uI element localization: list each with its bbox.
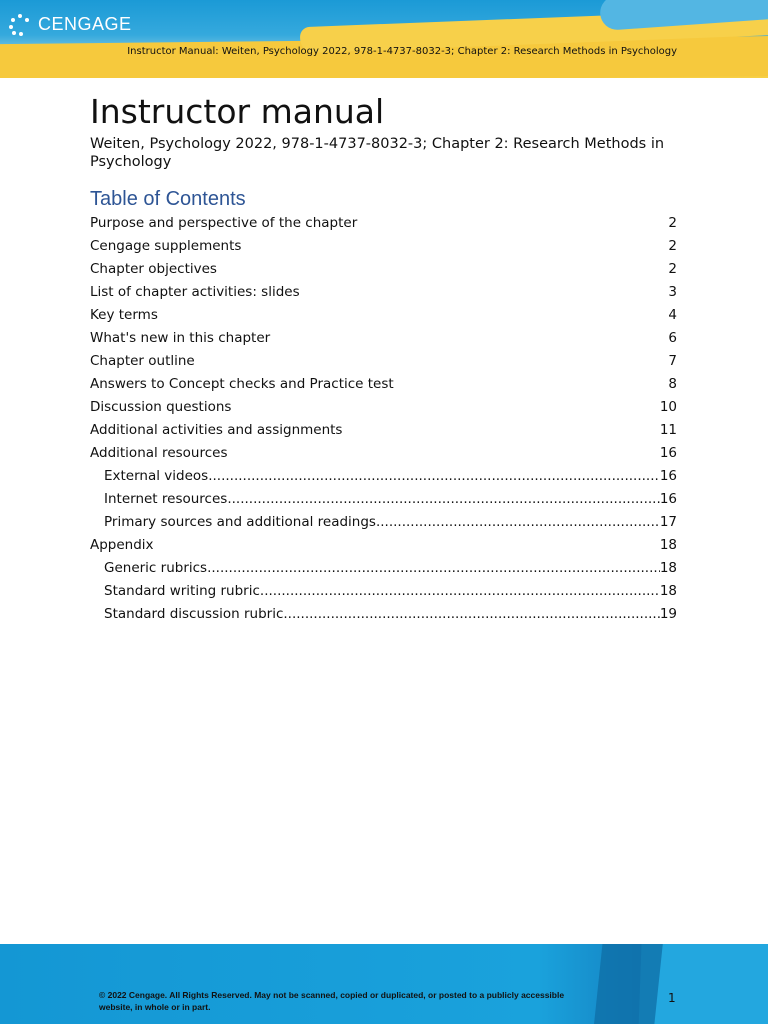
toc-entry-label: Chapter objectives: [90, 261, 217, 277]
toc-dot-leader: [227, 488, 659, 511]
toc-entry-page: 17: [659, 514, 677, 530]
toc-entry-label: Appendix: [90, 537, 154, 553]
toc-entry-page: 18: [659, 537, 677, 553]
toc-entry[interactable]: [90, 327, 677, 350]
toc-subentry[interactable]: [90, 488, 677, 511]
toc-entry[interactable]: [90, 281, 677, 304]
toc-entry-label: Additional activities and assignments: [90, 422, 343, 438]
toc-entry-page: 16: [659, 445, 677, 461]
toc-entry[interactable]: [90, 258, 677, 281]
toc-subentry[interactable]: [90, 465, 677, 488]
toc-entry-page: 18: [659, 560, 677, 576]
toc-entry-label: List of chapter activities: slides: [90, 284, 300, 300]
toc-dot-leader: [207, 557, 660, 580]
toc-entry-label: What's new in this chapter: [90, 330, 271, 346]
toc-entry-label: Key terms: [90, 307, 158, 323]
toc-entry-label: Internet resources: [104, 491, 228, 507]
document-subtitle: Weiten, Psychology 2022, 978-1-4737-8032-3; Chapter 2: Research Methods in Psychology: [90, 136, 665, 170]
toc-entry-label: Standard discussion rubric: [104, 606, 284, 622]
toc-dot-leader: [283, 603, 659, 626]
running-head: Instructor Manual: Weiten, Psychology 2022, 978-1-4737-8032-3; Chapter 2: Research Methods in Psychology: [127, 46, 677, 57]
toc-subentry[interactable]: [90, 511, 677, 534]
toc-entry[interactable]: [90, 235, 677, 258]
toc-entry-page: 8: [668, 376, 677, 392]
toc-entry-page: 19: [659, 606, 677, 622]
document-title: Instructor manual: [90, 92, 385, 131]
toc-entry-label: Standard writing rubric: [104, 583, 260, 599]
page-number: 1: [668, 991, 676, 1005]
toc-entry-label: Answers to Concept checks and Practice test: [90, 376, 394, 392]
toc-entry-label: External videos: [104, 468, 209, 484]
toc-entry-page: 2: [668, 261, 677, 277]
toc-entry[interactable]: [90, 304, 677, 327]
toc-subentry[interactable]: [90, 603, 677, 626]
copyright-notice: © 2022 Cengage. All Rights Reserved. May not be scanned, copied or duplicated, or posted to a publicly accessible website, in whole or in part.: [99, 990, 565, 1012]
toc-dot-leader: [376, 511, 660, 534]
toc-dot-leader: [260, 580, 660, 603]
toc-entry-page: 10: [659, 399, 677, 415]
toc-entry-label: Discussion questions: [90, 399, 232, 415]
toc-heading: Table of Contents: [90, 188, 246, 210]
toc-subentry[interactable]: [90, 557, 677, 580]
toc-entry[interactable]: [90, 350, 677, 373]
toc-entry-label: Additional resources: [90, 445, 228, 461]
toc-entry-page: 7: [668, 353, 677, 369]
toc-entry[interactable]: [90, 396, 677, 419]
toc-entry-page: 2: [668, 238, 677, 254]
toc-entry-page: 18: [659, 583, 677, 599]
page-header: [0, 0, 768, 78]
table-of-contents: [90, 212, 677, 626]
toc-subentry[interactable]: [90, 580, 677, 603]
toc-entry[interactable]: [90, 534, 677, 557]
toc-entry-page: 3: [668, 284, 677, 300]
toc-dot-leader: [208, 465, 660, 488]
footer-paint-stroke: [593, 944, 663, 1024]
toc-entry-page: 2: [668, 215, 677, 231]
toc-entry-page: 16: [659, 468, 677, 484]
toc-entry-label: Primary sources and additional readings: [104, 514, 376, 530]
toc-entry-label: Purpose and perspective of the chapter: [90, 215, 358, 231]
toc-entry-page: 16: [659, 491, 677, 507]
page-footer: [0, 944, 768, 1024]
toc-entry[interactable]: [90, 212, 677, 235]
cengage-logo: [8, 11, 132, 37]
toc-entry-page: 6: [668, 330, 677, 346]
cengage-logo-icon: [8, 12, 32, 36]
toc-entry[interactable]: [90, 373, 677, 396]
toc-entry-page: 11: [659, 422, 677, 438]
toc-entry[interactable]: [90, 442, 677, 465]
logo-text: CENGAGE: [38, 13, 132, 34]
toc-entry-label: Generic rubrics: [104, 560, 208, 576]
toc-entry-page: 4: [668, 307, 677, 323]
toc-entry[interactable]: [90, 419, 677, 442]
toc-entry-label: Chapter outline: [90, 353, 195, 369]
toc-entry-label: Cengage supplements: [90, 238, 242, 254]
